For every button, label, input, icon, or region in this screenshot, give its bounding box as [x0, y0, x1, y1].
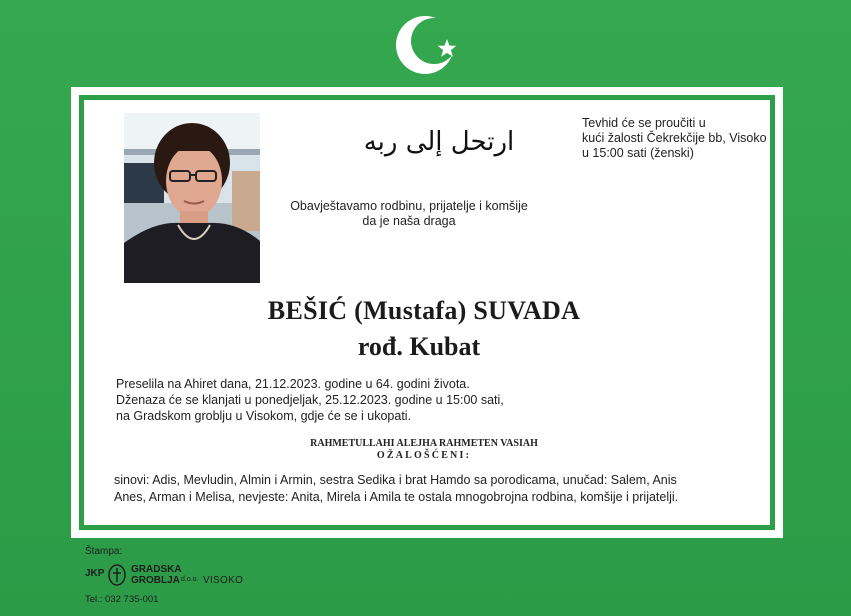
details-line: Dženaza će se klanjati u ponedjeljak, 25.12.2023. godine u 15:00 sati, — [116, 393, 504, 407]
funeral-details — [116, 376, 616, 424]
company-name — [131, 564, 182, 586]
crescent-and-star-icon — [395, 14, 457, 76]
company-suffix: d.o.o. — [181, 576, 199, 583]
arabic-calligraphy — [364, 116, 514, 164]
announcement-line: Obavještavamo rodbinu, prijatelje i komšije — [290, 199, 528, 213]
mourners-line: Anes, Arman i Melisa, nevjeste: Anita, Mirela i Amila te ostala mnogobrojna rodbina, komšije i prijatelji. — [114, 490, 679, 504]
company-prefix: JKP — [85, 568, 105, 579]
tevhid-line: u 15:00 sati (ženski) — [582, 146, 694, 160]
tevhid-info — [582, 116, 782, 161]
tevhid-line: Tevhid će se proučiti u — [582, 116, 706, 130]
deceased-name: BEŠIĆ (Mustafa) SUVADA — [267, 296, 581, 325]
details-line: na Gradskom groblju u Visokom, gdje će se i ukopati. — [116, 409, 412, 423]
print-label: Štampa: — [85, 546, 123, 557]
prayer-text: RAHMETULLAHI ALEJHA RAHMETEN VASIAH — [310, 438, 538, 449]
announcement-line: da je naša draga — [362, 214, 456, 228]
mourners-list — [114, 472, 764, 506]
company-city: VISOKO — [203, 575, 244, 586]
company-logo-icon — [107, 564, 127, 586]
details-line: Preselila na Ahiret dana, 21.12.2023. godine u 64. godini života. — [116, 377, 470, 391]
deceased-photo — [124, 113, 260, 283]
card-green-border — [79, 95, 775, 530]
company-phone: Tel.: 032 735-001 — [85, 594, 159, 605]
maiden-name: rođ. Kubat — [357, 332, 481, 361]
company-name-line: GRADSKA — [131, 564, 182, 575]
company-name-line: GROBLJA — [131, 575, 180, 586]
announcement — [284, 199, 534, 229]
mourners-line: sinovi: Adis, Mevludin, Almin i Armin, sestra Sedika i brat Hamdo sa porodicama, unučad: Salem, Anis — [114, 473, 677, 487]
tevhid-line: kući žalosti Čekrekčije bb, Visoko — [582, 131, 767, 145]
arabic-phrase: ارتحل إلى ربه — [364, 127, 514, 157]
mourners-title: OŽALOŠĆENI: — [376, 450, 472, 461]
obituary-card — [71, 87, 783, 538]
prayer-block — [244, 438, 604, 462]
